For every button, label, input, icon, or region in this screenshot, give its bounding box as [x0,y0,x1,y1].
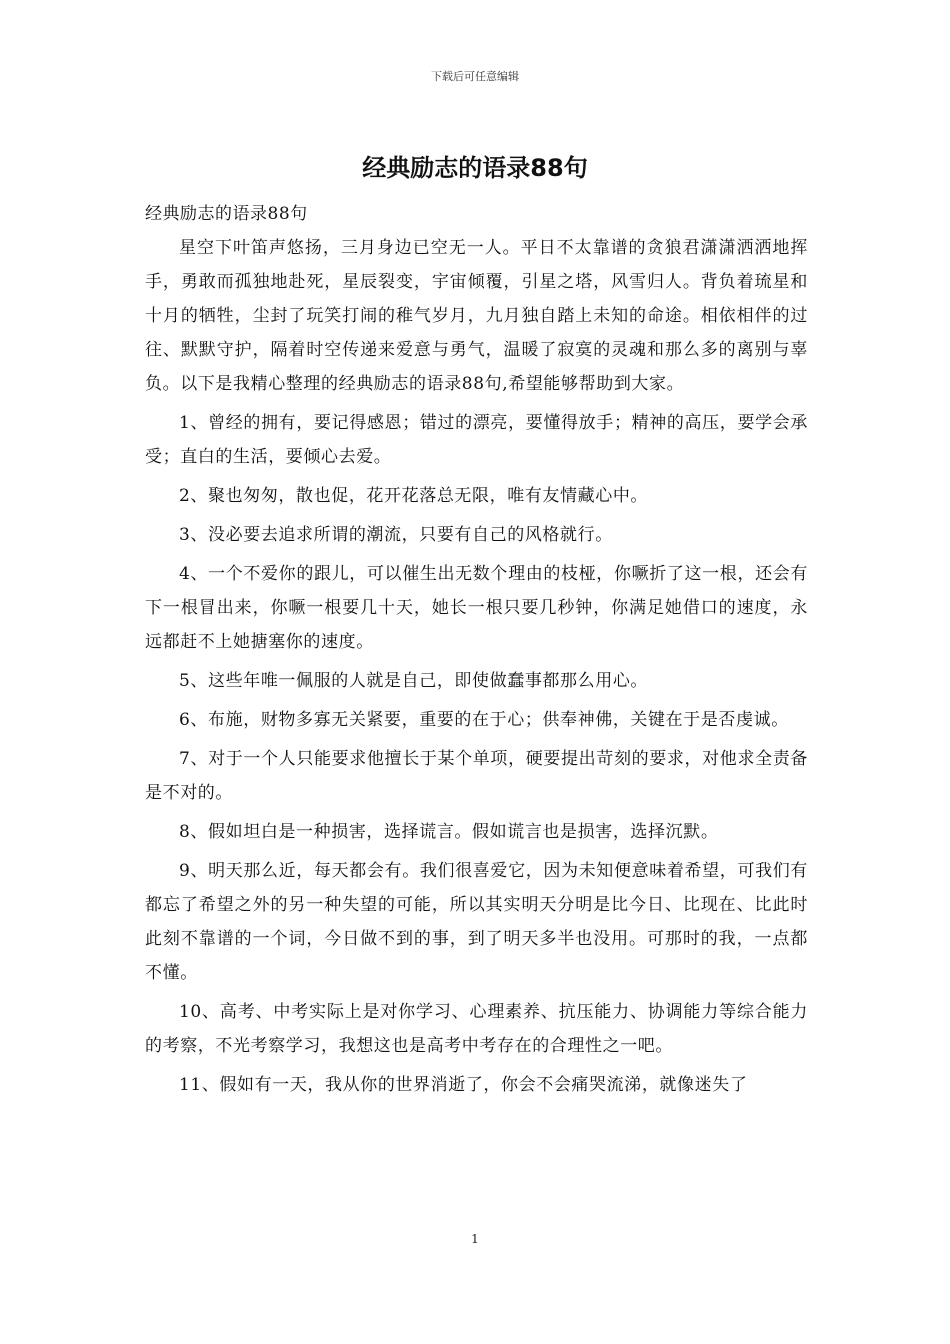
document-body [145,197,808,1107]
quote-paragraph: 4、一个不爱你的跟儿，可以催生出无数个理由的枝桠，你噘折了这一根，还会有下一根冒出来，你噘一根要几十天，她长一根只要几秒钟，你满足她借口的速度，永远都赶不上她搪塞你的速度。 [145,564,808,652]
quote-paragraph: 3、没必要去追求所谓的潮流，只要有自己的风格就行。 [179,525,613,545]
quote-paragraph: 1、曾经的拥有，要记得感恩；错过的漂亮，要懂得放手；精神的高压，要学会承受；直白的生活，要倾心去爱。 [145,413,808,467]
header-note: 下载后可任意编辑 [431,70,519,83]
quote-paragraph: 9、明天那么近，每天都会有。我们很喜爱它，因为未知便意味着希望，可我们有都忘了希望之外的另一种失望的可能，所以其实明天分明是比今日、比现在、比此时此刻不靠谱的一个词，今日做不到的事，到了明天多半也没用。可那时的我，一点都不懂。 [145,861,808,983]
quote-paragraph: 8、假如坦白是一种损害，选择谎言。假如谎言也是损害，选择沉默。 [179,822,719,842]
intro-paragraph: 星空下叶笛声悠扬，三月身边已空无一人。平日不太靠谱的贪狼君潇潇洒洒地挥手，勇敢而孤独地赴死，星辰裂变，宇宙倾覆，引星之塔，风雪归人。背负着琉星和十月的牺牲，尘封了玩笑打闹的稚气岁月，九月独自踏上未知的命途。相依相伴的过往、默默守护，隔着时空传递来爱意与勇气，温暖了寂寞的灵魂和那么多的离别与辜负。以下是我精心整理的经典励志的语录88句,希望能够帮助到大家。 [145,238,808,394]
document-subtitle: 经典励志的语录88句 [145,204,308,224]
quote-paragraph: 5、这些年唯一佩服的人就是自己，即使做蠢事都那么用心。 [179,671,649,691]
document-title: 经典励志的语录88句 [362,154,588,182]
quote-paragraph: 10、高考、中考实际上是对你学习、心理素养、抗压能力、协调能力等综合能力的考察，不光考察学习，我想这也是高考中考存在的合理性之一吧。 [145,1002,808,1056]
quote-paragraph: 11、假如有一天，我从你的世界消逝了，你会不会痛哭流涕，就像迷失了 [179,1075,748,1095]
quote-paragraph: 6、布施，财物多寡无关紧要，重要的在于心；供奉神佛，关键在于是否虔诚。 [179,710,789,730]
quote-paragraph: 2、聚也匆匆，散也促，花开花落总无限，唯有友情藏心中。 [179,486,649,506]
quote-paragraph: 7、对于一个人只能要求他擅长于某个单项，硬要提出苛刻的要求，对他求全责备是不对的。 [145,749,808,803]
page-number: 1 [471,1232,479,1246]
